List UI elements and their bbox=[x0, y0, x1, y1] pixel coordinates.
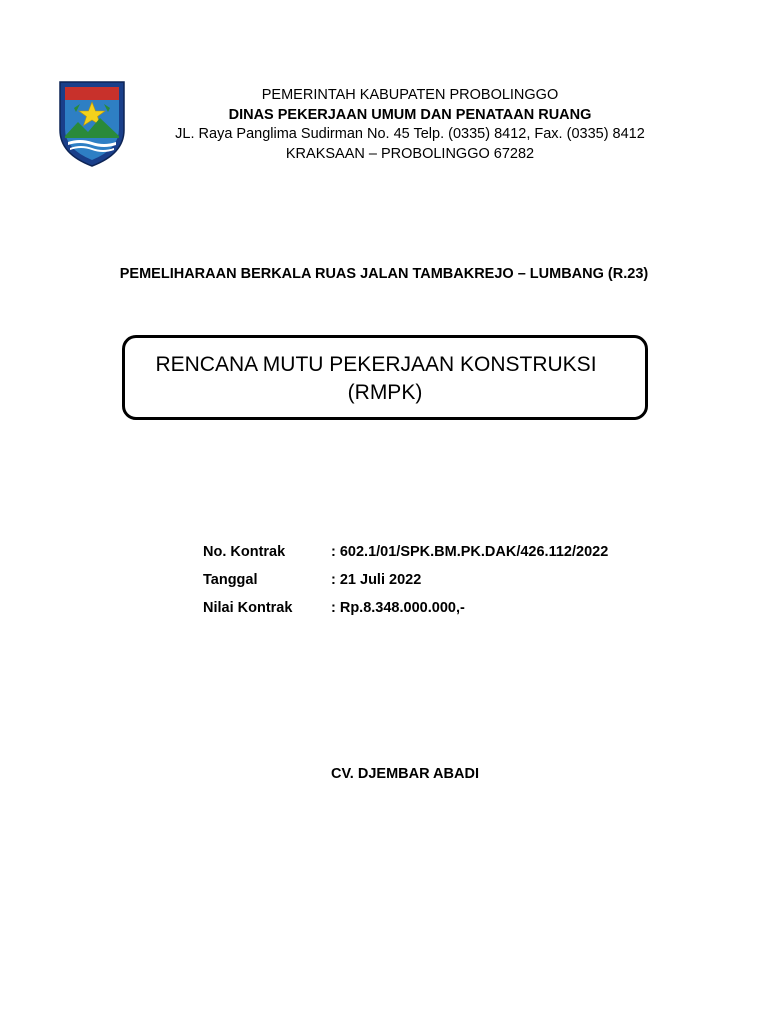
letterhead-address: JL. Raya Panglima Sudirman No. 45 Telp. (0335) 8412, Fax. (0335) 8412 bbox=[175, 126, 645, 142]
contract-number-value: : 602.1/01/SPK.BM.PK.DAK/426.112/2022 bbox=[331, 544, 609, 560]
contract-date-value: : 21 Juli 2022 bbox=[331, 572, 422, 588]
letterhead-government: PEMERINTAH KABUPATEN PROBOLINGGO bbox=[261, 87, 559, 103]
contract-number-row bbox=[203, 542, 608, 570]
probolinggo-crest-icon bbox=[56, 78, 128, 168]
document-title: RENCANA MUTU PEKERJAAN KONSTRUKSI bbox=[155, 353, 597, 376]
contract-info bbox=[203, 542, 608, 626]
contract-date-label: Tanggal bbox=[203, 572, 258, 588]
company-name: CV. DJEMBAR ABADI bbox=[331, 766, 479, 782]
document-title-box bbox=[122, 335, 648, 420]
contract-value-label: Nilai Kontrak bbox=[203, 600, 293, 616]
contract-value-row bbox=[203, 598, 608, 626]
letterhead bbox=[150, 86, 670, 164]
letterhead-city: KRAKSAAN – PROBOLINGGO 67282 bbox=[285, 145, 535, 162]
document-title-abbreviation: (RMPK) bbox=[347, 381, 423, 404]
contract-number-label: No. Kontrak bbox=[203, 544, 286, 560]
letterhead-agency: DINAS PEKERJAAN UMUM DAN PENATAAN RUANG bbox=[228, 106, 592, 123]
project-title: PEMELIHARAAN BERKALA RUAS JALAN TAMBAKREJO – LUMBANG (R.23) bbox=[119, 266, 649, 282]
contract-date-row bbox=[203, 570, 608, 598]
contract-value-value: : Rp.8.348.000.000,- bbox=[331, 600, 465, 616]
